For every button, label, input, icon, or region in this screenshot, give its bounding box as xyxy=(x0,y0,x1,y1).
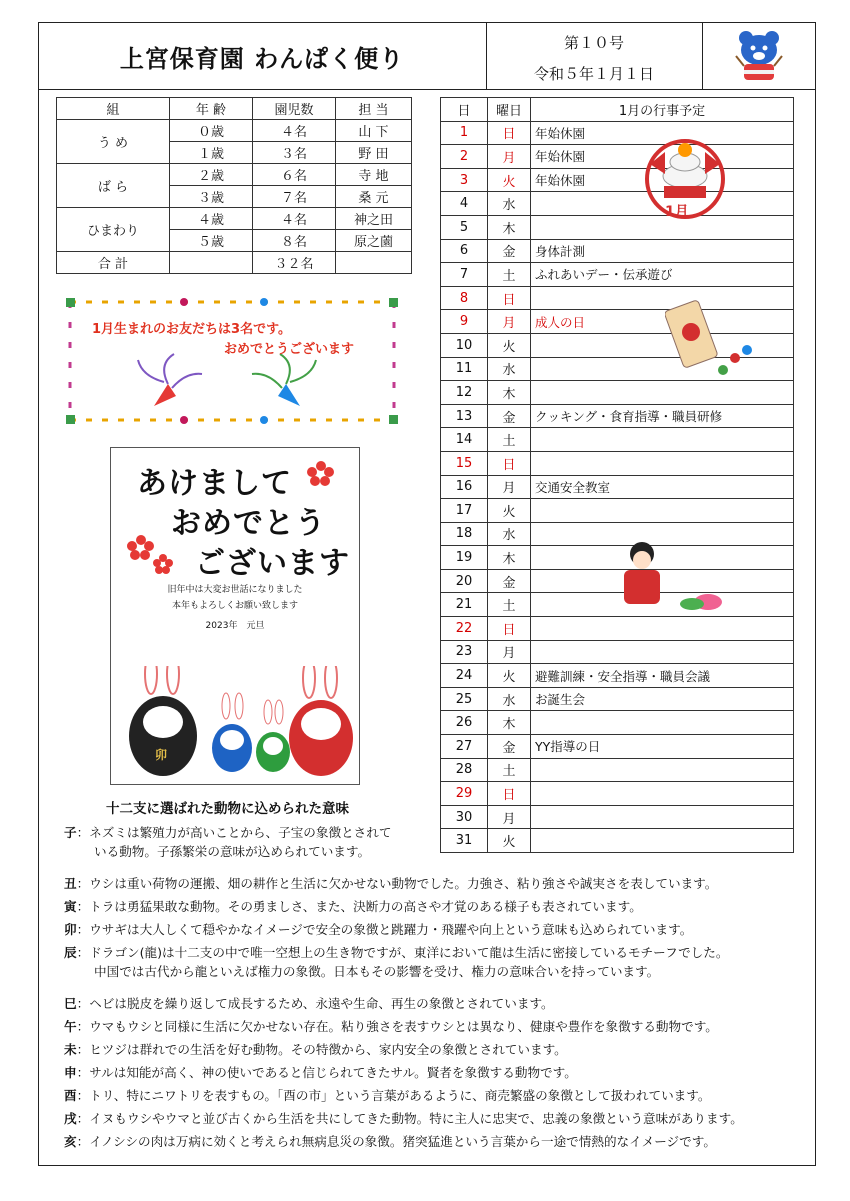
count: ８名 xyxy=(253,230,336,252)
calendar-weekday: 土 xyxy=(488,428,531,452)
card-message1: 旧年中は大変お世話になりました xyxy=(167,585,303,595)
count: ４名 xyxy=(253,120,336,142)
calendar-event xyxy=(531,805,794,829)
calendar-day: 6 xyxy=(441,239,488,263)
calendar-row xyxy=(441,735,794,759)
calendar-weekday: 日 xyxy=(488,121,531,145)
age: ４歳 xyxy=(170,208,253,230)
calendar-day: 5 xyxy=(441,215,488,239)
meaning-title: 十二支に選ばれた動物に込められた意味 xyxy=(106,801,349,817)
calendar-row xyxy=(441,617,794,641)
calendar-weekday: 日 xyxy=(488,451,531,475)
table-row xyxy=(57,208,412,230)
calendar-row xyxy=(441,782,794,806)
calendar-event: YY指導の日 xyxy=(531,735,794,759)
calendar-weekday: 水 xyxy=(488,192,531,216)
calendar-row xyxy=(441,640,794,664)
calendar-row xyxy=(441,829,794,853)
count: ６名 xyxy=(253,164,336,186)
count: ４名 xyxy=(253,208,336,230)
calendar-weekday: 土 xyxy=(488,263,531,287)
event-calendar xyxy=(440,97,794,853)
calendar-day: 8 xyxy=(441,286,488,310)
calendar-row xyxy=(441,239,794,263)
calendar-event xyxy=(531,758,794,782)
issue-box xyxy=(486,22,703,90)
calendar-weekday: 月 xyxy=(488,310,531,334)
calendar-weekday: 日 xyxy=(488,782,531,806)
calendar-day: 4 xyxy=(441,192,488,216)
calendar-day: 18 xyxy=(441,522,488,546)
teacher: 桑 元 xyxy=(336,186,412,208)
age: ３歳 xyxy=(170,186,253,208)
zodiac-text: ：ウサギは大人しくて穏やかなイメージで安全の象徴と跳躍力・飛躍や向上という意味も込められています。 xyxy=(76,922,693,937)
calendar-weekday: 火 xyxy=(488,499,531,523)
kite-girl-icon xyxy=(612,540,732,620)
calendar-weekday: 月 xyxy=(488,145,531,169)
age: ０歳 xyxy=(170,120,253,142)
festive-border-icon xyxy=(64,296,400,426)
calendar-weekday: 木 xyxy=(488,711,531,735)
zodiac-entry xyxy=(64,1040,567,1059)
calendar-day: 2 xyxy=(441,145,488,169)
greeting-line2: おめでとう xyxy=(171,506,326,541)
zodiac-key: 巳 xyxy=(64,996,77,1011)
calendar-row xyxy=(441,145,794,169)
issue-date: 令和５年１月１日 xyxy=(533,65,654,83)
calendar-day: 30 xyxy=(441,805,488,829)
calendar-row xyxy=(441,168,794,192)
calendar-weekday: 月 xyxy=(488,475,531,499)
calendar-day: 22 xyxy=(441,617,488,641)
calendar-event: 交通安全教室 xyxy=(531,475,794,499)
calendar-row xyxy=(441,499,794,523)
calendar-event xyxy=(531,640,794,664)
calendar-weekday: 日 xyxy=(488,286,531,310)
calendar-row xyxy=(441,263,794,287)
teacher: 野 田 xyxy=(336,142,412,164)
zodiac-text: ：ヒツジは群れでの生活を好む動物。その特徴から、家内安全の象徴とされています。 xyxy=(76,1042,567,1057)
zodiac-entry xyxy=(64,1109,743,1128)
hagoita-icon xyxy=(665,298,765,388)
calendar-row xyxy=(441,711,794,735)
zodiac-text: ：ヘビは脱皮を繰り返して成長するため、永遠や生命、再生の象徴とされています。 xyxy=(76,996,554,1011)
calendar-event: ふれあいデー・伝承遊び xyxy=(531,263,794,287)
calendar-weekday: 木 xyxy=(488,546,531,570)
zodiac-text: いる動物。子孫繁栄の意味が込められています。 xyxy=(94,844,371,859)
calendar-event: 年始休園 xyxy=(531,145,794,169)
zodiac-entry xyxy=(64,994,554,1013)
zodiac-key: 未 xyxy=(64,1042,77,1057)
zodiac-entry xyxy=(64,1086,710,1105)
calendar-day: 17 xyxy=(441,499,488,523)
calendar-row xyxy=(441,758,794,782)
calendar-day: 26 xyxy=(441,711,488,735)
calendar-row xyxy=(441,192,794,216)
calendar-weekday: 火 xyxy=(488,333,531,357)
header-day: 日 xyxy=(441,98,488,122)
header-weekday: 曜日 xyxy=(488,98,531,122)
calendar-header xyxy=(441,98,794,122)
zodiac-key: 戌 xyxy=(64,1111,77,1126)
calendar-day: 15 xyxy=(441,451,488,475)
calendar-event xyxy=(531,829,794,853)
class-name: ひまわり xyxy=(57,208,170,252)
total-label: 合 計 xyxy=(57,252,170,274)
header-count: 園児数 xyxy=(253,98,336,120)
header-class: 組 xyxy=(57,98,170,120)
class-name: う め xyxy=(57,120,170,164)
card-date: 2023年 元旦 xyxy=(205,621,265,631)
calendar-event: 成人の日 xyxy=(531,310,794,334)
total-count: ３２名 xyxy=(253,252,336,274)
teacher: 神之田 xyxy=(336,208,412,230)
total-row xyxy=(57,252,412,274)
calendar-weekday: 金 xyxy=(488,404,531,428)
calendar-weekday: 月 xyxy=(488,805,531,829)
calendar-weekday: 水 xyxy=(488,357,531,381)
party-popper-icon xyxy=(138,354,316,406)
calendar-row xyxy=(441,451,794,475)
calendar-row xyxy=(441,404,794,428)
month-badge: 1月 xyxy=(665,204,689,220)
calendar-day: 19 xyxy=(441,546,488,570)
calendar-weekday: 月 xyxy=(488,640,531,664)
greeting-line3: ございます xyxy=(195,546,350,581)
zodiac-entry xyxy=(64,1132,716,1151)
rabbit-daruma-icon xyxy=(111,666,361,786)
bear-drummer-icon xyxy=(702,22,816,90)
header-teacher: 担 当 xyxy=(336,98,412,120)
calendar-row xyxy=(441,215,794,239)
zodiac-entry xyxy=(64,1063,577,1082)
calendar-event xyxy=(531,617,794,641)
zodiac-text: 中国では古代から龍といえば権力の象徴。日本もその影響を受け、権力の意味合いを持っています。 xyxy=(94,964,660,979)
calendar-weekday: 土 xyxy=(488,758,531,782)
zodiac-text: ：イヌもウシやウマと並び古くから生活を共にしてきた動物。特に主人に忠実で、忠義の象徴という意味があります。 xyxy=(76,1111,743,1126)
zodiac-key: 申 xyxy=(64,1065,77,1080)
calendar-row xyxy=(441,428,794,452)
calendar-day: 11 xyxy=(441,357,488,381)
calendar-day: 20 xyxy=(441,569,488,593)
class-table xyxy=(56,97,412,274)
calendar-day: 21 xyxy=(441,593,488,617)
zodiac-key: 丑 xyxy=(64,876,77,891)
calendar-weekday: 金 xyxy=(488,735,531,759)
calendar-event xyxy=(531,499,794,523)
greeting-line1: あけまして xyxy=(137,466,292,501)
header-age: 年 齢 xyxy=(170,98,253,120)
calendar-weekday: 火 xyxy=(488,829,531,853)
zodiac-entry xyxy=(64,823,391,861)
calendar-day: 12 xyxy=(441,381,488,405)
zodiac-key: 酉 xyxy=(64,1088,77,1103)
newsletter-title: 上宮保育園 わんぱく便り xyxy=(38,22,487,90)
count: ７名 xyxy=(253,186,336,208)
age: １歳 xyxy=(170,142,253,164)
zodiac-text: ：ドラゴン(龍)は十二支の中で唯一空想上の生き物ですが、東洋において龍は生活に密接しているモチーフでした。 xyxy=(76,945,729,960)
teacher: 寺 地 xyxy=(336,164,412,186)
calendar-weekday: 金 xyxy=(488,239,531,263)
zodiac-key: 寅 xyxy=(64,899,77,914)
zodiac-text: ：トリ、特にニワトリを表すもの。「酉の市」という言葉があるように、商売繁盛の象徴として扱われています。 xyxy=(76,1088,711,1103)
calendar-event: 避難訓練・安全指導・職員会議 xyxy=(531,664,794,688)
zodiac-entry xyxy=(64,943,728,981)
birthday-line2: おめでとうございます xyxy=(224,342,355,357)
calendar-weekday: 水 xyxy=(488,522,531,546)
zodiac-text: ：イノシシの肉は万病に効くと考えられ無病息災の象徴。猪突猛進という言葉から一途で情熱的なイメージです。 xyxy=(76,1134,716,1149)
calendar-event xyxy=(531,711,794,735)
calendar-event: クッキング・食育指導・職員研修 xyxy=(531,404,794,428)
calendar-weekday: 金 xyxy=(488,569,531,593)
zodiac-key: 卯 xyxy=(64,922,77,937)
calendar-day: 10 xyxy=(441,333,488,357)
zodiac-key: 亥 xyxy=(64,1134,77,1149)
zodiac-key: 子 xyxy=(64,825,77,840)
header xyxy=(38,22,816,90)
zodiac-text: ：ネズミは繁殖力が高いことから、子宝の象徴とされて xyxy=(76,825,392,840)
calendar-row xyxy=(441,121,794,145)
header-events: 1月の行事予定 xyxy=(531,98,794,122)
calendar-row xyxy=(441,687,794,711)
class-name: ば ら xyxy=(57,164,170,208)
calendar-day: 28 xyxy=(441,758,488,782)
calendar-day: 14 xyxy=(441,428,488,452)
calendar-event xyxy=(531,451,794,475)
calendar-event xyxy=(531,782,794,806)
calendar-day: 9 xyxy=(441,310,488,334)
birthday-line1: 1月生まれのお友だちは3名です。 xyxy=(92,322,292,337)
calendar-weekday: 日 xyxy=(488,617,531,641)
calendar-day: 31 xyxy=(441,829,488,853)
teacher: 原之薗 xyxy=(336,230,412,252)
calendar-event xyxy=(531,428,794,452)
age: ５歳 xyxy=(170,230,253,252)
count: ３名 xyxy=(253,142,336,164)
calendar-event: 身体計測 xyxy=(531,239,794,263)
zodiac-text: ：ウシは重い荷物の運搬、畑の耕作と生活に欠かせない動物でした。力強さ、粘り強さや誠実さを表しています。 xyxy=(76,876,718,891)
zodiac-entry xyxy=(64,897,642,916)
zodiac-entry xyxy=(64,874,717,893)
zodiac-text: ：ウマもウシと同様に生活に欠かせない存在。粘り強さを表すウシとは異なり、健康や豊作を象徴する動物です。 xyxy=(76,1019,718,1034)
card-message2: 本年もよろしくお願い致します xyxy=(171,601,298,611)
table-row xyxy=(57,120,412,142)
teacher: 山 下 xyxy=(336,120,412,142)
calendar-day: 7 xyxy=(441,263,488,287)
table-row xyxy=(57,164,412,186)
zodiac-entry xyxy=(64,920,692,939)
class-table-header xyxy=(57,98,412,120)
issue-number: 第１０号 xyxy=(563,34,624,52)
calendar-weekday: 木 xyxy=(488,381,531,405)
plum-blossom-icon xyxy=(111,448,361,598)
calendar-day: 16 xyxy=(441,475,488,499)
zodiac-text: ：トラは勇猛果敢な動物。その勇ましさ、また、決断力の高さや才覚のある様子も表されています。 xyxy=(76,899,642,914)
calendar-event: 年始休園 xyxy=(531,121,794,145)
calendar-day: 3 xyxy=(441,168,488,192)
calendar-day: 1 xyxy=(441,121,488,145)
calendar-day: 25 xyxy=(441,687,488,711)
zodiac-key: 辰 xyxy=(64,945,77,960)
calendar-event: 年始休園 xyxy=(531,168,794,192)
calendar-weekday: 火 xyxy=(488,168,531,192)
calendar-day: 24 xyxy=(441,664,488,688)
calendar-day: 29 xyxy=(441,782,488,806)
calendar-day: 13 xyxy=(441,404,488,428)
zodiac-entry xyxy=(64,1017,718,1036)
calendar-event: お誕生会 xyxy=(531,687,794,711)
calendar-weekday: 火 xyxy=(488,664,531,688)
daruma-label: 卯 xyxy=(155,748,168,762)
new-year-card xyxy=(110,447,360,785)
birthday-box xyxy=(64,296,400,426)
calendar-row xyxy=(441,475,794,499)
calendar-weekday: 土 xyxy=(488,593,531,617)
calendar-day: 27 xyxy=(441,735,488,759)
calendar-weekday: 木 xyxy=(488,215,531,239)
calendar-weekday: 水 xyxy=(488,687,531,711)
calendar-day: 23 xyxy=(441,640,488,664)
calendar-row xyxy=(441,805,794,829)
calendar-row xyxy=(441,664,794,688)
zodiac-key: 午 xyxy=(64,1019,77,1034)
age: ２歳 xyxy=(170,164,253,186)
zodiac-text: ：サルは知能が高く、神の使いであると信じられてきたサル。賢者を象徴する動物です。 xyxy=(76,1065,577,1080)
